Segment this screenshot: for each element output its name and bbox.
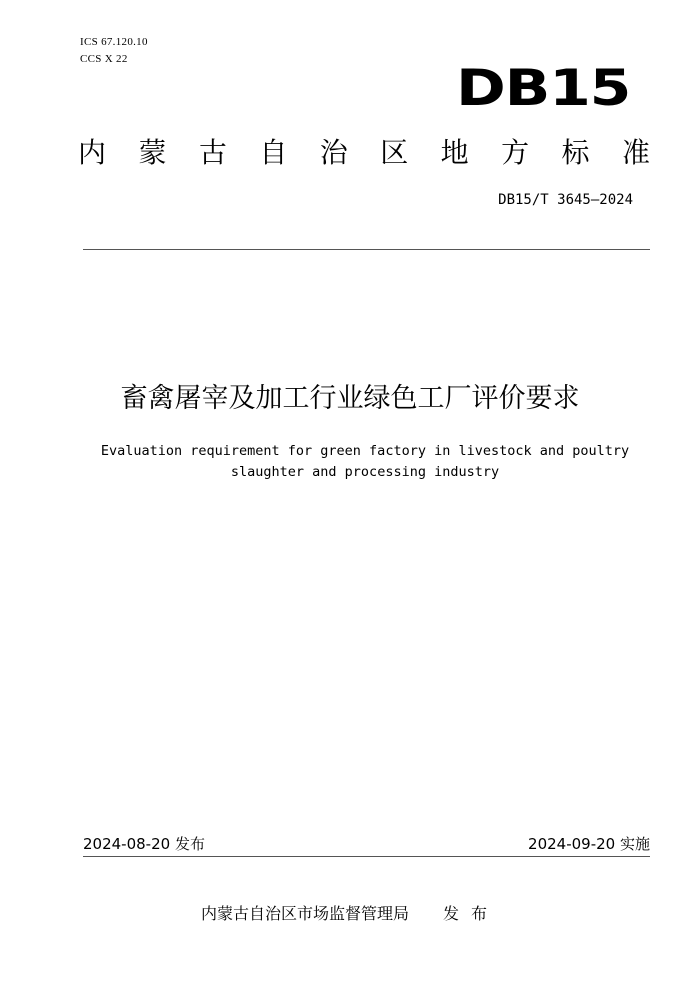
- issuer-action: 发布: [443, 904, 500, 923]
- authority-char: 自: [259, 136, 288, 169]
- authority-char: 蒙: [138, 136, 167, 169]
- ccs-code: CCS X 22: [80, 53, 128, 65]
- document-title-english: [80, 441, 650, 483]
- issue-date: 2024-08-20 发布: [83, 835, 205, 853]
- authority-char: 方: [501, 136, 530, 169]
- top-divider: [83, 249, 650, 250]
- ics-code: ICS 67.120.10: [80, 36, 148, 48]
- authority-char: 地: [440, 136, 469, 169]
- authority-char: 内: [78, 136, 107, 169]
- implementation-date: 2024-09-20 实施: [528, 835, 650, 853]
- db15-logo: DB15: [456, 59, 631, 117]
- document-title-chinese: 畜禽屠宰及加工行业绿色工厂评价要求: [120, 383, 580, 414]
- standard-number: DB15/T 3645—2024: [498, 192, 633, 208]
- authority-char: 标: [561, 136, 590, 169]
- authority-char: 准: [621, 136, 650, 169]
- bottom-divider: [83, 856, 650, 857]
- classification-codes: [80, 34, 148, 68]
- authority-char: 古: [198, 136, 227, 169]
- authority-char: 区: [380, 136, 409, 169]
- issuer-line: [0, 903, 700, 925]
- title-en-line-1: Evaluation requirement for green factory in livestock and poultry: [100, 443, 630, 459]
- issuer-name: 内蒙古自治区市场监督管理局: [200, 904, 409, 923]
- title-en-line-2: slaughter and processing industry: [230, 464, 500, 480]
- standard-authority-title: [78, 135, 650, 171]
- authority-char: 治: [319, 136, 348, 169]
- date-row: [83, 834, 650, 854]
